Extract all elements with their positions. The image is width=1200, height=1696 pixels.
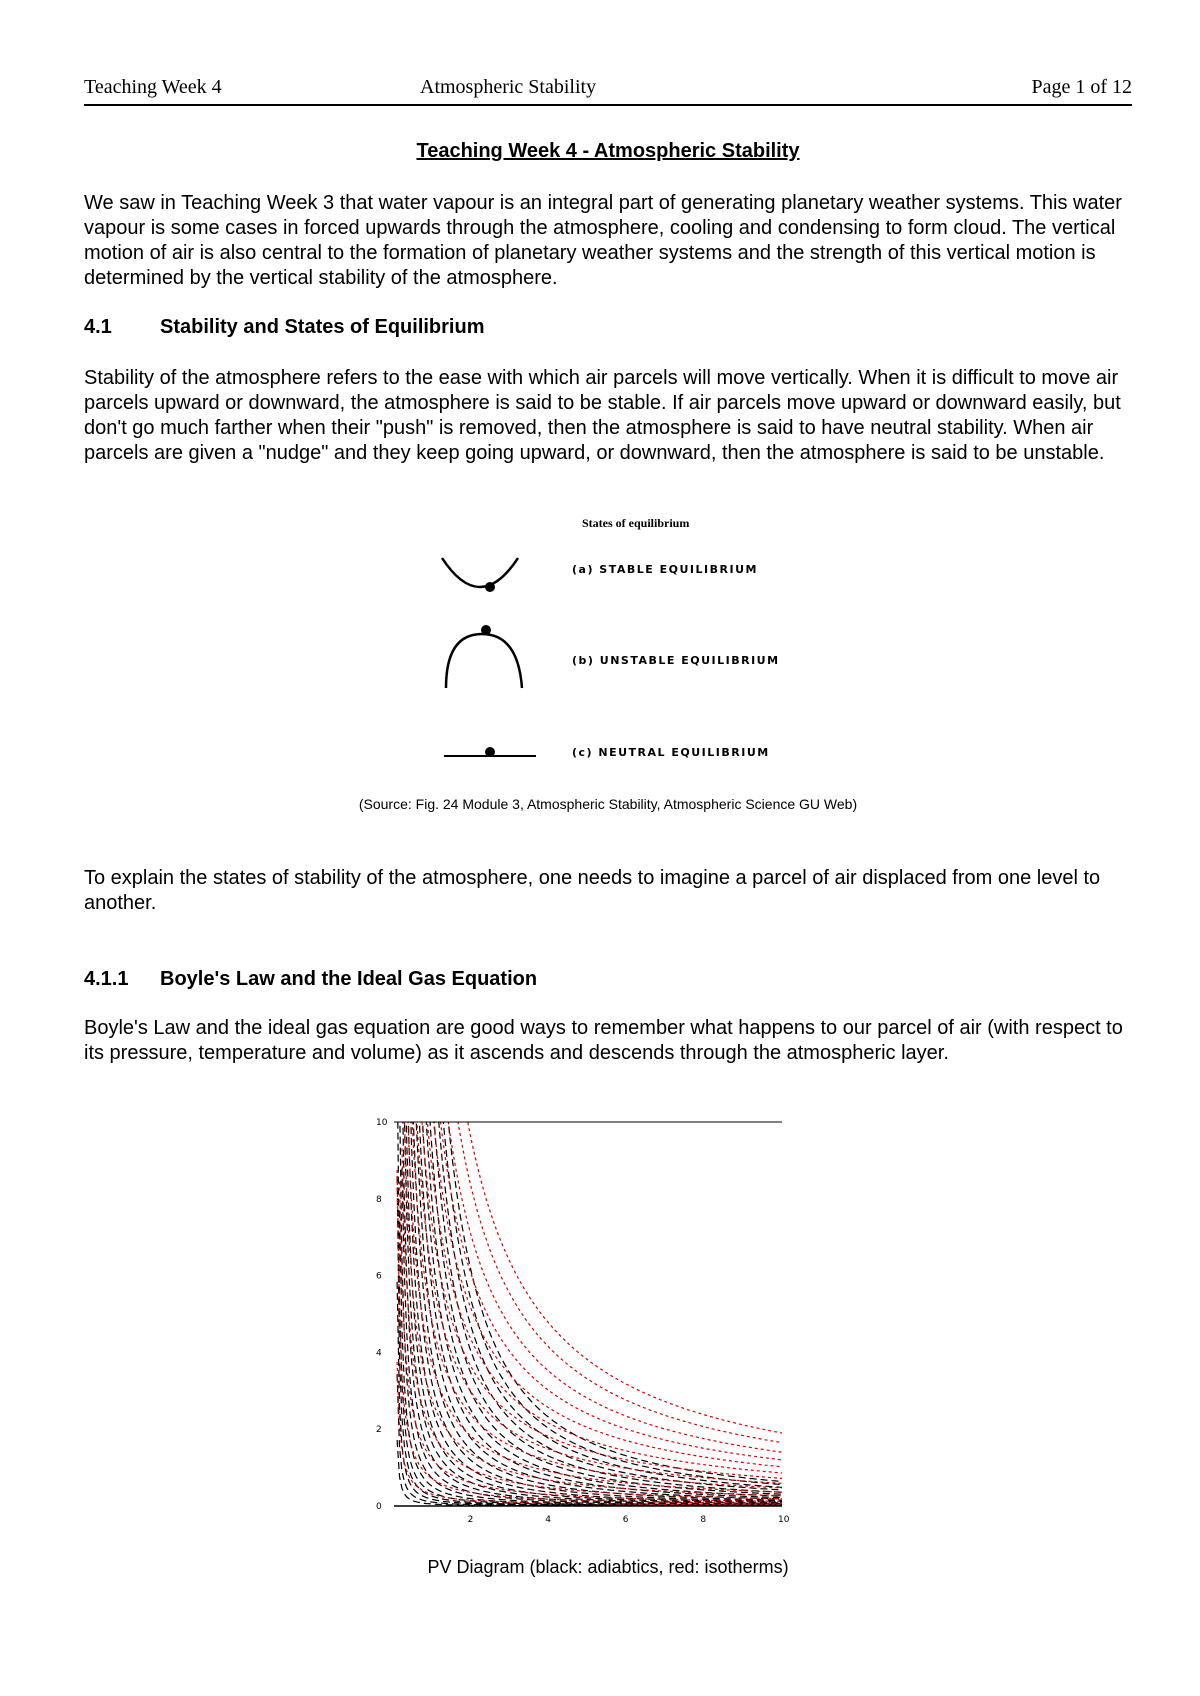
pv-y-tick-label: 2 [376, 1425, 382, 1436]
equilibrium-diagram [430, 516, 800, 768]
unstable-equilibrium-label: (b) UNSTABLE EQUILIBRIUM [572, 654, 780, 667]
equilibrium-figure [430, 516, 800, 768]
pv-diagram-chart [364, 1104, 790, 1530]
section-title: Stability and States of Equilibrium [160, 316, 485, 338]
intro-paragraph: We saw in Teaching Week 3 that water vapour is an integral part of generating planetary weather systems. This water vapour is some cases in forced upwards through the atmosphere, cooling and condensing to form cloud. The vertical motion of air is also central to the formation of planetary weather systems and the strength of this vertical motion is determined by the vertical stability of the atmosphere. [84, 192, 1122, 289]
pv-x-tick-label: 6 [622, 1515, 629, 1525]
pv-y-tick-label: 10 [376, 1118, 388, 1128]
adiabat-curve-12 [409, 1061, 782, 1501]
adiabat-curve-20 [433, 1044, 782, 1487]
pv-x-tick-label: 8 [700, 1515, 707, 1525]
adiabat-curve-10 [404, 1016, 782, 1503]
pv-y-tick-label: 4 [376, 1348, 382, 1359]
header-page-number: Page 1 of 12 [1031, 76, 1132, 98]
stable-ball [485, 582, 495, 592]
header-topic: Atmospheric Stability [420, 76, 597, 98]
isotherm-curve-5 [407, 1085, 782, 1493]
subsection-number: 4.1.1 [84, 968, 129, 990]
stable-equilibrium-label: (a) STABLE EQUILIBRIUM [572, 563, 758, 576]
adiabat-curve-11 [407, 1049, 782, 1502]
isotherm-curve-14 [452, 1022, 782, 1434]
adiabat-curve-17 [421, 1019, 782, 1494]
adiabat-curve-22 [440, 1028, 782, 1482]
adiabat-curve-3 [397, 1176, 782, 1505]
isotherm-curve-11 [431, 1020, 782, 1460]
isotherm-curve-9 [421, 1034, 782, 1473]
explain-paragraph: To explain the states of stability of the atmosphere, one needs to imagine a parcel of air displaced from one level to another. [84, 867, 1101, 914]
pv-y-tick-label: 6 [376, 1271, 382, 1282]
isotherm-curve-13 [445, 1026, 782, 1443]
isotherm-curve-0 [397, 1362, 782, 1505]
adiabat-curve-4 [397, 1045, 782, 1506]
pv-x-tick-label: 4 [545, 1515, 551, 1525]
isotherm-curve-6 [409, 1043, 782, 1488]
neutral-equilibrium-label: (c) NEUTRAL EQUILIBRIUM [572, 746, 770, 759]
boyles-law-paragraph: Boyle's Law and the ideal gas equation are good ways to remember what happens to our parcel of air (with respect to its pressure, temperature and volume) as it ascends and descends through the atmospheric layer. [84, 1017, 1123, 1064]
adiabat-curve-2 [397, 1282, 782, 1506]
equilibrium-figure-caption: (Source: Fig. 24 Module 3, Atmospheric Stability, Atmospheric Science GU Web) [358, 796, 858, 812]
pv-x-tick-label: 2 [467, 1515, 474, 1525]
adiabat-curve-9 [404, 1114, 782, 1504]
isotherm-curve-7 [414, 1065, 782, 1483]
unstable-ball [481, 625, 491, 635]
isotherm-curve-12 [438, 1032, 782, 1452]
pv-diagram-caption: PV Diagram (black: adiabtics, red: isotherms) [427, 1557, 789, 1577]
section-number: 4.1 [84, 316, 112, 338]
unstable-dome-shape [446, 634, 522, 688]
header-course-week: Teaching Week 4 [84, 76, 222, 98]
stability-paragraph: Stability of the atmosphere refers to the ease with which air parcels will move vertically. When it is difficult to move air parcels upward or downward, the atmosphere is said to be stable. If air parcels move upward or downward easily, but don't go much farther when their "push" is removed, then the atmosphere is said to have neutral stability. When air parcels are given a "nudge" and they keep going upward, or downward, then the atmosphere is said to be unstable. [84, 367, 1121, 464]
adiabat-curve-21 [436, 1018, 782, 1484]
equilibrium-figure-title: States of equilibrium [582, 516, 690, 530]
adiabat-curve-19 [428, 1028, 782, 1490]
stable-bowl-shape [442, 558, 518, 587]
isotherm-curve-10 [426, 1031, 782, 1467]
pv-x-tick-label: 10 [778, 1515, 790, 1525]
neutral-ball [485, 747, 495, 757]
adiabat-curve-13 [412, 1063, 783, 1501]
section-heading-4-1 [84, 316, 1132, 339]
pv-y-tick-label: 0 [376, 1502, 382, 1512]
adiabat-curve-18 [426, 1053, 782, 1492]
pv-y-tick-label: 8 [376, 1194, 382, 1205]
isotherm-curve-4 [404, 1116, 782, 1495]
adiabat-curve-14 [414, 1058, 782, 1500]
running-header [84, 72, 1132, 106]
isotherm-curve-3 [402, 1148, 782, 1498]
subsection-title: Boyle's Law and the Ideal Gas Equation [160, 968, 538, 990]
document-title: Teaching Week 4 - Atmospheric Stability [416, 140, 800, 162]
section-heading-4-1-1 [84, 968, 1132, 991]
